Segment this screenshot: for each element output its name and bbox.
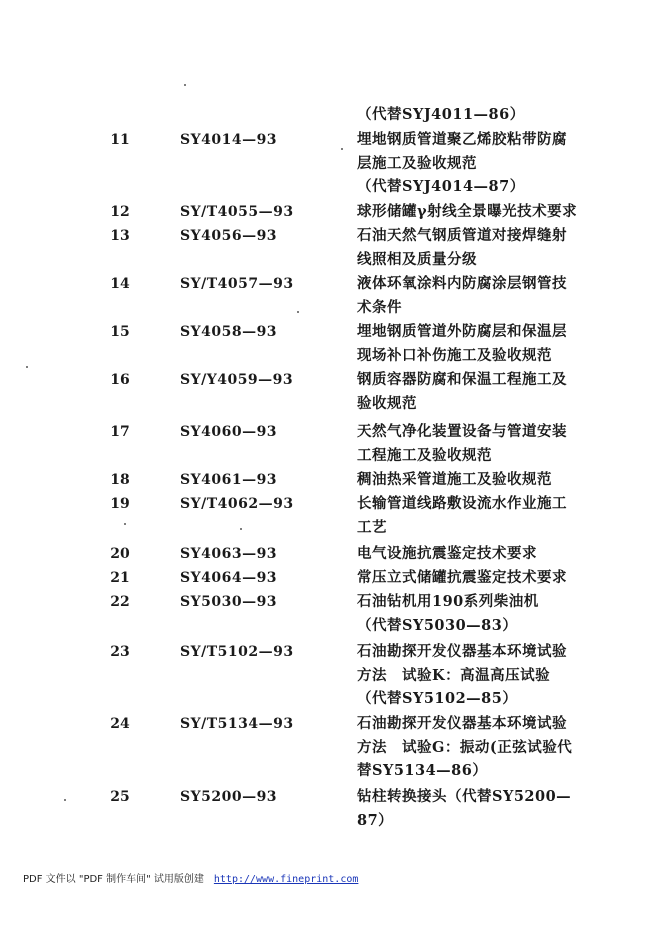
- footer-link[interactable]: http://www.fineprint.com: [213, 874, 359, 885]
- entry-number: 20: [110, 546, 130, 562]
- footer: [23, 870, 358, 885]
- standard-title: [357, 420, 627, 467]
- title-line: 钢质容器防腐和保温工程施工及: [357, 371, 567, 388]
- entry-number: 24: [110, 716, 130, 732]
- title-line: 球形储罐γ射线全景曝光技术要求: [357, 203, 578, 220]
- top-note-text: （代替SYJ4011—86）: [357, 106, 525, 123]
- scan-speck: [240, 528, 242, 530]
- scan-speck: [64, 799, 66, 801]
- title-line: 层施工及验收规范: [357, 154, 477, 172]
- entry-number: 19: [110, 496, 130, 512]
- standard-title: [357, 542, 627, 566]
- title-line: 现场补口补伤施工及验收规范: [357, 346, 552, 364]
- entry-number: 16: [110, 372, 130, 388]
- entry-number: 15: [110, 324, 130, 340]
- standard-code: SY5200—93: [180, 789, 278, 805]
- standard-code: SY/T5102—93: [180, 644, 294, 660]
- standard-code: SY4014—93: [180, 132, 278, 148]
- entry-number: 25: [110, 789, 130, 805]
- title-line: （代替SY5030—83）: [357, 616, 518, 634]
- standard-code: SY/T4057—93: [180, 276, 294, 292]
- standard-code: SY/T5134—93: [180, 716, 294, 732]
- standard-code: SY4064—93: [180, 570, 278, 586]
- title-line: 方法 试验K：高温高压试验: [357, 666, 551, 684]
- title-line: 石油钻机用190系列柴油机: [357, 593, 539, 610]
- standard-code: SY/Y4059—93: [180, 372, 294, 388]
- title-line: 石油勘探开发仪器基本环境试验: [357, 643, 567, 660]
- entry-number: 11: [110, 132, 130, 148]
- title-line: 方法 试验G：振动(正弦试验代: [357, 738, 573, 756]
- standard-title: [357, 492, 627, 539]
- title-line: 钻柱转换接头（代替SY5200—: [357, 788, 572, 805]
- standard-code: SY/T4062—93: [180, 496, 294, 512]
- entry-number: 22: [110, 594, 130, 610]
- title-line: 液体环氧涂料内防腐涂层钢管技: [357, 275, 567, 292]
- title-line: 线照相及质量分级: [357, 250, 477, 268]
- scan-speck: [124, 523, 126, 525]
- title-line: 电气设施抗震鉴定技术要求: [357, 545, 537, 562]
- standard-title: [357, 590, 627, 637]
- standard-title: [357, 468, 627, 492]
- entry-number: 12: [110, 204, 130, 220]
- entry-number: 18: [110, 472, 130, 488]
- standard-code: SY4063—93: [180, 546, 278, 562]
- standard-title: [357, 224, 627, 271]
- standard-title: [357, 200, 627, 224]
- standard-title: [357, 320, 627, 367]
- scan-speck: [341, 148, 343, 150]
- title-line: 工艺: [357, 518, 387, 536]
- entry-number: 13: [110, 228, 130, 244]
- title-line: 石油勘探开发仪器基本环境试验: [357, 715, 567, 732]
- standard-title: [357, 566, 627, 590]
- standard-title: [357, 272, 627, 319]
- standard-code: SY4058—93: [180, 324, 278, 340]
- standard-title: [357, 785, 627, 832]
- title-line: 术条件: [357, 298, 402, 316]
- footer-text: PDF 文件以 "PDF 制作车间" 试用版创建: [23, 874, 204, 885]
- title-line: 替SY5134—86）: [357, 762, 488, 779]
- entry-number: 21: [110, 570, 130, 586]
- standard-title: [357, 640, 627, 711]
- entry-number: 14: [110, 276, 130, 292]
- title-line: 工程施工及验收规范: [357, 446, 492, 464]
- title-line: 埋地钢质管道聚乙烯胶粘带防腐: [357, 131, 567, 148]
- entry-number: 17: [110, 424, 130, 440]
- standard-title: [357, 368, 627, 415]
- title-line: 87）: [357, 811, 394, 829]
- standard-code: SY4060—93: [180, 424, 278, 440]
- scan-speck: [184, 84, 186, 86]
- title-line: 验收规范: [357, 394, 417, 412]
- title-line: 天然气净化装置设备与管道安装: [357, 423, 567, 440]
- standard-code: SY/T4055—93: [180, 204, 294, 220]
- title-line: 石油天然气钢质管道对接焊缝射: [357, 227, 567, 244]
- standard-title: [357, 712, 627, 783]
- title-line: （代替SY5102—85）: [357, 690, 518, 707]
- title-line: （代替SYJ4014—87）: [357, 178, 525, 195]
- title-line: 稠油热采管道施工及验收规范: [357, 471, 552, 488]
- scan-speck: [297, 311, 299, 313]
- title-line: 长输管道线路敷设流水作业施工: [357, 495, 567, 512]
- standard-code: SY4061—93: [180, 472, 278, 488]
- standard-code: SY5030—93: [180, 594, 278, 610]
- standard-code: SY4056—93: [180, 228, 278, 244]
- title-line: 常压立式储罐抗震鉴定技术要求: [357, 569, 567, 586]
- standard-title: [357, 128, 627, 199]
- scan-speck: [26, 366, 28, 368]
- title-line: 埋地钢质管道外防腐层和保温层: [357, 323, 567, 340]
- top-note: [357, 103, 627, 127]
- entry-number: 23: [110, 644, 130, 660]
